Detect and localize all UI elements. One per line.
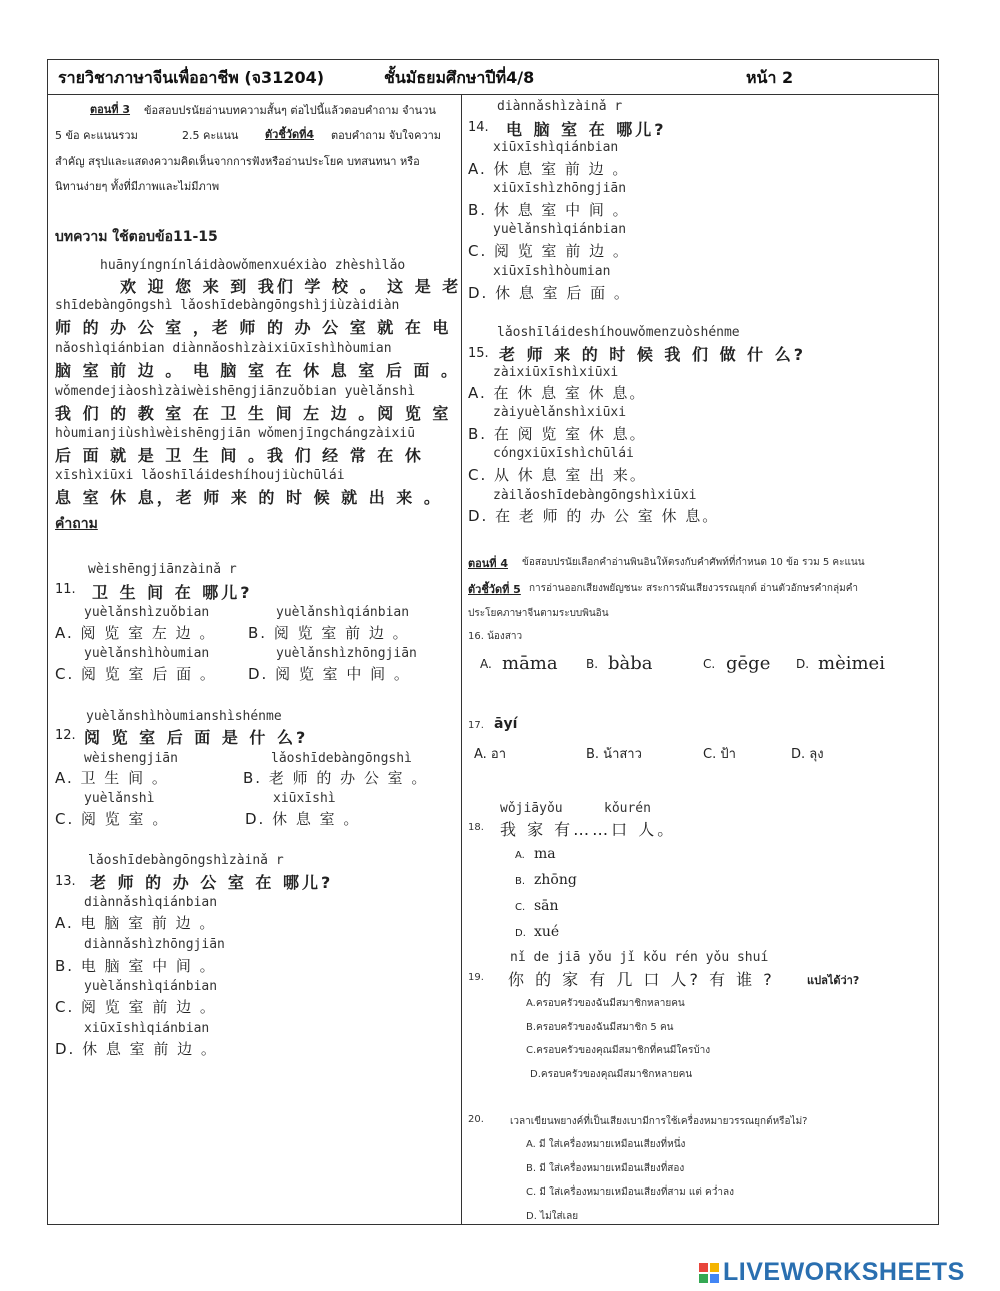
- logo-block-1: [699, 1263, 708, 1272]
- q12-question: 阅 览 室 后 面 是 什 么?: [84, 728, 309, 747]
- q18-b-label: B.: [515, 876, 526, 887]
- q18-a-label: A.: [515, 850, 525, 861]
- q17-option-a[interactable]: A. อา: [474, 747, 507, 762]
- part3-text-3: สำคัญ สรุปและแสดงความคิดเห็นจากการฟังหรืออ่านประโยค บทสนทนา หรือ: [55, 155, 420, 168]
- q13-c-pinyin: yuèlǎnshìqiánbian: [84, 979, 218, 994]
- q16-d-label: D.: [796, 657, 810, 671]
- q14-question: 电 脑 室 在 哪儿?: [506, 120, 667, 139]
- q13-option-c[interactable]: C. 阅 览 室 前 边 。: [55, 998, 217, 1016]
- q13-pinyin: lǎoshīdebàngōngshìzàinǎ r: [88, 853, 284, 868]
- q15-b-pinyin: zàiyuèlǎnshìxiūxi: [493, 405, 627, 420]
- part3-text-2b: 2.5 คะแนน: [182, 129, 239, 142]
- q18-number: 18.: [468, 822, 484, 833]
- q15-option-a[interactable]: A. 在 休 息 室 休 息。: [468, 384, 647, 402]
- article-line-2: 师 的 办 公 室 ，老 师 的 办 公 室 就 在 电: [55, 318, 452, 337]
- article-line-6: 息 室 休 息，老 师 来 的 时 候 就 出 来 。: [55, 488, 443, 507]
- q14-pre-pinyin: diànnǎshìzàinǎ r: [497, 99, 623, 114]
- q13-d-pinyin: xiūxīshìqiánbian: [84, 1021, 210, 1036]
- q20-number: 20.: [468, 1114, 484, 1125]
- q15-question: 老 师 来 的 时 候 我 们 做 什 么?: [499, 345, 806, 364]
- q14-c-pinyin: yuèlǎnshìqiánbian: [493, 222, 627, 237]
- q16-b-label: B.: [586, 657, 599, 671]
- part3-text-2a: 5 ข้อ คะแนนรวม: [55, 129, 138, 142]
- q11-option-d[interactable]: D. 阅 览 室 中 间 。: [248, 665, 411, 683]
- q12-d-pinyin: xiūxīshì: [273, 791, 336, 806]
- q16-option-d[interactable]: mèimei: [818, 653, 885, 674]
- grade-label: ชั้นมัธยมศึกษาปีที่4/8: [384, 68, 535, 87]
- article-pinyin-6: xīshìxiūxi lǎoshīláideshíhoujiùchūlái: [55, 468, 345, 483]
- q17-option-c[interactable]: C. ป้า: [703, 747, 736, 762]
- logo-block-4: [710, 1274, 719, 1283]
- q13-a-pinyin: diànnǎshìqiánbian: [84, 895, 218, 910]
- q12-a-pinyin: wèishengjiān: [84, 751, 178, 766]
- q15-a-pinyin: zàixiūxīshìxiūxi: [493, 365, 619, 380]
- q19-option-b[interactable]: B.ครอบครัวของฉันมีสมาชิก 5 คน: [526, 1022, 674, 1033]
- q12-c-pinyin: yuèlǎnshì: [84, 791, 155, 806]
- q18-pinyin-1: wǒjiāyǒu: [500, 801, 563, 816]
- part3-indicator: ตัวชี้วัดที่4: [265, 128, 315, 141]
- q14-b-pinyin: xiūxīshìzhōngjiān: [493, 181, 627, 196]
- article-line-5: 后 面 就 是 卫 生 间 。我 们 经 常 在 休: [55, 446, 424, 465]
- q14-d-pinyin: xiūxīshìhòumian: [493, 264, 611, 279]
- header-row: [48, 60, 938, 95]
- q11-number: 11.: [55, 582, 76, 597]
- q13-option-b[interactable]: B. 电 脑 室 中 间 。: [55, 957, 217, 975]
- part3-title: ตอนที่ 3: [90, 103, 131, 116]
- q17-number: 17.: [468, 720, 484, 731]
- q11-c-pinyin: yuèlǎnshìhòumian: [84, 646, 210, 661]
- q14-option-a[interactable]: A. 休 息 室 前 边 。: [468, 160, 630, 178]
- q16-a-label: A.: [480, 657, 492, 671]
- part4-text-3: ประโยคภาษาจีนตามระบบพินอิน: [468, 608, 609, 619]
- q11-pinyin: wèishēngjiānzàinǎ r: [88, 562, 237, 577]
- q19-option-d[interactable]: D.ครอบครัวของคุณมีสมาชิกหลายคน: [530, 1069, 693, 1080]
- q16-option-b[interactable]: bàba: [608, 653, 653, 674]
- q14-option-c[interactable]: C. 阅 览 室 前 边 。: [468, 242, 630, 260]
- q17-prompt: āyí: [494, 716, 518, 732]
- article-pinyin-4: wǒmendejiàoshìzàiwèishēngjiānzuǒbian yuèlǎnshì: [55, 384, 416, 399]
- q12-pinyin: yuèlǎnshìhòumianshìshénme: [86, 709, 282, 724]
- q14-a-pinyin: xiūxīshìqiánbian: [493, 140, 619, 155]
- part3-text-1: ข้อสอบปรนัยอ่านบทความสั้นๆ ต่อไปนี้แล้วตอบคำถาม จำนวน: [144, 104, 436, 117]
- q11-option-b[interactable]: B. 阅 览 室 前 边 。: [248, 624, 410, 642]
- logo-block-3: [699, 1274, 708, 1283]
- article-pinyin-5: hòumianjiùshìwèishēngjiān wǒmenjīngchángzàixiū: [55, 426, 416, 441]
- q20-option-b[interactable]: B. มี ใส่เครื่องหมายเหมือนเสียงที่สอง: [526, 1163, 685, 1174]
- q11-question: 卫 生 间 在 哪儿?: [92, 583, 253, 602]
- q19-option-a[interactable]: A.ครอบครัวของฉันมีสมาชิกหลายคน: [526, 998, 685, 1009]
- part4-indicator: ตัวชี้วัดที่ 5: [468, 583, 521, 596]
- article-pinyin-3: nǎoshìqiánbian diànnǎoshìzàixiūxīshìhòumian: [55, 341, 392, 356]
- q13-number: 13.: [55, 874, 76, 889]
- q15-c-pinyin: cóngxiūxīshìchūlái: [493, 446, 634, 461]
- q16-option-a[interactable]: māma: [502, 653, 558, 674]
- questions-heading: คำถาม: [55, 516, 98, 532]
- part4-title: ตอนที่ 4: [468, 557, 509, 570]
- q18-option-c[interactable]: sān: [534, 898, 559, 914]
- q18-d-label: D.: [515, 928, 526, 939]
- part3-text-2c: ตอบคำถาม จับใจความ: [331, 129, 442, 142]
- q13-option-a[interactable]: A. 电 脑 室 前 边 。: [55, 914, 217, 932]
- q15-option-c[interactable]: C. 从 休 息 室 出 来。: [468, 466, 647, 484]
- logo-blocks-icon: [699, 1263, 719, 1283]
- q15-option-d[interactable]: D. 在 老 师 的 办 公 室 休 息。: [468, 507, 720, 525]
- q12-option-a[interactable]: A. 卫 生 间 。: [55, 769, 169, 787]
- q19-option-c[interactable]: C.ครอบครัวของคุณมีสมาชิกที่คนมีใครบ้าง: [526, 1045, 711, 1056]
- q19-pinyin: nǐ de jiā yǒu jǐ kǒu rén yǒu shuí: [510, 950, 769, 965]
- q18-option-d[interactable]: xué: [534, 924, 560, 940]
- q11-option-c[interactable]: C. 阅 览 室 后 面 。: [55, 665, 217, 683]
- q20-option-d[interactable]: D. ไม่ใส่เลย: [526, 1211, 579, 1222]
- part3-text-4: นิทานง่ายๆ ทั้งที่มีภาพและไม่มีภาพ: [55, 180, 220, 193]
- q12-option-c[interactable]: C. 阅 览 室 。: [55, 810, 170, 828]
- q18-question: 我 家 有……口 人。: [500, 820, 677, 839]
- q16-option-c[interactable]: gēge: [726, 653, 771, 674]
- q17-option-d[interactable]: D. ลุง: [791, 747, 824, 762]
- q15-d-pinyin: zàilǎoshīdebàngōngshìxiūxi: [493, 488, 697, 503]
- q19-tail: แปลได้ว่า?: [807, 974, 860, 987]
- logo-text: LIVEWORKSHEETS: [723, 1258, 965, 1286]
- q11-option-a[interactable]: A. 阅 览 室 左 边 。: [55, 624, 217, 642]
- q16-prompt: น้องสาว: [487, 631, 523, 642]
- article-pinyin-2: shīdebàngōngshì lǎoshīdebàngōngshìjiùzàidiàn: [55, 298, 400, 313]
- article-line-4: 我 们 的 教 室 在 卫 生 间 左 边 。阅 览 室: [55, 404, 452, 423]
- q14-number: 14.: [468, 120, 489, 135]
- q18-c-label: C.: [515, 902, 526, 913]
- q14-option-b[interactable]: B. 休 息 室 中 间 。: [468, 201, 630, 219]
- part4-text-2: การอ่านออกเสียงพยัญชนะ สระการผันเสียงวรรณยุกต์ อ่านตัวอักษรคำกลุ่มคำ: [529, 583, 859, 594]
- logo-block-2: [710, 1263, 719, 1272]
- q13-question: 老 师 的 办 公 室 在 哪儿?: [90, 873, 334, 892]
- q11-d-pinyin: yuèlǎnshìzhōngjiān: [276, 646, 417, 661]
- q12-option-b[interactable]: B. 老 师 的 办 公 室 。: [243, 769, 429, 787]
- page-number: หน้า 2: [746, 68, 794, 87]
- part4-text-1: ข้อสอบปรนัยเลือกคำอ่านพินอินให้ตรงกับคำศัพท์ที่กำหนด 10 ข้อ รวม 5 คะแนน: [522, 557, 865, 568]
- q18-option-b[interactable]: zhōng: [534, 872, 577, 888]
- article-pinyin-1: huānyíngnínláidàowǒmenxuéxiào zhèshìlǎo: [100, 258, 406, 273]
- subject-title: รายวิชาภาษาจีนเพื่ออาชีพ (จ31204): [58, 68, 325, 87]
- q16-number: 16.: [468, 631, 484, 642]
- q19-question: 你 的 家 有 几 口 人? 有 谁 ?: [508, 970, 775, 989]
- q14-option-d[interactable]: D. 休 息 室 后 面 。: [468, 284, 631, 302]
- q20-option-c[interactable]: C. มี ใส่เครื่องหมายเหมือนเสียงที่สาม แต่ คว่ำลง: [526, 1187, 734, 1198]
- article-line-3: 脑 室 前 边 。 电 脑 室 在 休 息 室 后 面 。: [55, 361, 460, 380]
- q13-option-d[interactable]: D. 休 息 室 前 边 。: [55, 1040, 218, 1058]
- q20-option-a[interactable]: A. มี ใส่เครื่องหมายเหมือนเสียงที่หนึ่ง: [526, 1139, 686, 1150]
- article-heading: บทความ ใช้ตอบข้อ11-15: [55, 229, 218, 245]
- liveworksheets-logo: [699, 1258, 965, 1287]
- q12-option-d[interactable]: D. 休 息 室 。: [245, 810, 361, 828]
- q15-number: 15.: [468, 346, 489, 361]
- q13-b-pinyin: diànnǎshìzhōngjiān: [84, 937, 225, 952]
- article-line-1: 欢 迎 您 来 到 我们 学 校 。 这 是 老: [120, 277, 462, 296]
- q15-pinyin: lǎoshīláideshíhouwǒmenzuòshénme: [497, 325, 740, 340]
- q11-a-pinyin: yuèlǎnshìzuǒbian: [84, 605, 210, 620]
- q19-number: 19.: [468, 972, 484, 983]
- q20-prompt: เวลาเขียนพยางค์ที่เป็นเสียงเบามีการใช้เครื่องหมายวรรณยุกต์หรือไม่?: [510, 1116, 808, 1127]
- q18-option-a[interactable]: ma: [534, 846, 556, 862]
- q16-c-label: C.: [703, 657, 716, 671]
- column-divider: [461, 94, 462, 1224]
- q11-b-pinyin: yuèlǎnshìqiánbian: [276, 605, 410, 620]
- q18-pinyin-2: kǒurén: [604, 801, 651, 816]
- q15-option-b[interactable]: B. 在 阅 览 室 休 息。: [468, 425, 647, 443]
- q17-option-b[interactable]: B. น้าสาว: [586, 747, 642, 762]
- q12-b-pinyin: lǎoshīdebàngōngshì: [271, 751, 412, 766]
- q12-number: 12.: [55, 728, 76, 743]
